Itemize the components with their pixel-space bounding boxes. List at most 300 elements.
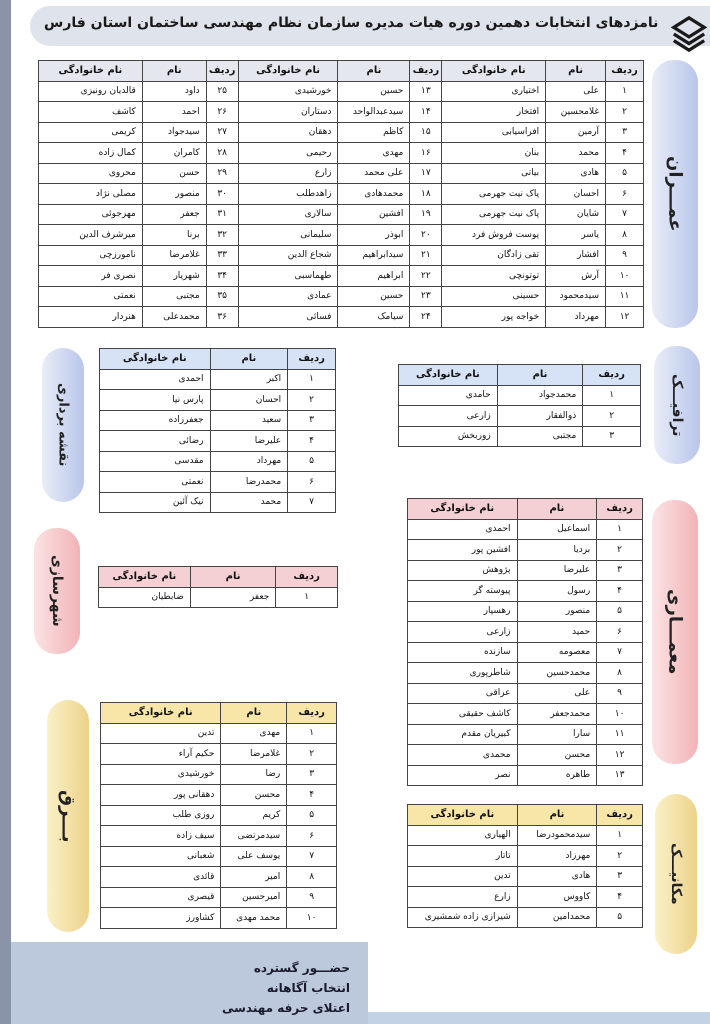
- table-row: [39, 286, 644, 307]
- footer-line-3: اعتلای حرفه مهندسی: [221, 1001, 350, 1015]
- row-number: ۳۳: [206, 245, 238, 266]
- row-number: ۱۴: [410, 102, 442, 123]
- table-row: [39, 266, 644, 287]
- table-row: [39, 122, 644, 143]
- first-name: سیامک: [338, 307, 410, 328]
- row-number: ۱: [597, 519, 643, 540]
- last-name: سیف زاده: [101, 826, 221, 847]
- first-name: شهریار: [142, 266, 206, 287]
- last-name: توتونچی: [442, 266, 546, 287]
- last-name: زارعی: [408, 622, 518, 643]
- row-number: ۲۳: [410, 286, 442, 307]
- first-name: سیدعبدالواحد: [338, 102, 410, 123]
- first-name: حسین: [338, 81, 410, 102]
- row-number: ۲: [583, 406, 641, 427]
- row-number: ۱: [288, 369, 336, 390]
- first-name: غلامحسین: [546, 102, 606, 123]
- last-name: حکیم آراء: [101, 744, 221, 765]
- table-row: [408, 887, 643, 908]
- last-name: خورشیدی: [101, 764, 221, 785]
- last-name: میرشرف الدین: [39, 225, 143, 246]
- first-name: علیرضا: [517, 560, 597, 581]
- row-number: ۵: [597, 907, 643, 928]
- first-name: جعفر: [142, 204, 206, 225]
- last-name: کشاورز: [101, 908, 221, 929]
- row-number: ۲۹: [206, 163, 238, 184]
- row-number: ۱۱: [606, 286, 644, 307]
- row-number: ۵: [597, 601, 643, 622]
- table-row: [39, 81, 644, 102]
- last-name: نیک آئین: [100, 492, 211, 513]
- first-name: برنا: [142, 225, 206, 246]
- table-row: [408, 663, 643, 684]
- last-name: کریمی: [39, 122, 143, 143]
- last-name: کاشف حقیقی: [408, 704, 518, 725]
- first-name: جعفر: [190, 587, 275, 608]
- row-number: ۵: [606, 163, 644, 184]
- first-name: شایان: [546, 204, 606, 225]
- first-name: احمد: [142, 102, 206, 123]
- first-name: محمد مهدی: [221, 908, 287, 929]
- first-name: داود: [142, 81, 206, 102]
- row-number: ۲۲: [410, 266, 442, 287]
- first-name: هادی: [546, 163, 606, 184]
- last-name: رحیمی: [238, 143, 338, 164]
- last-name: پاک نیت جهرمی: [442, 184, 546, 205]
- row-number: ۱۰: [287, 908, 337, 929]
- last-name: سلیمانی: [238, 225, 338, 246]
- first-name: مهرداد: [210, 451, 288, 472]
- first-name: احسان: [546, 184, 606, 205]
- row-number: ۴: [597, 581, 643, 602]
- row-number: ۲: [288, 390, 336, 411]
- footer-line-2: انتخاب آگاهانه: [266, 981, 350, 995]
- row-number: ۳: [597, 560, 643, 581]
- footer-slogan-box: [11, 942, 368, 1024]
- first-name: امیرحسین: [221, 887, 287, 908]
- table-row: [399, 385, 641, 406]
- col-first: نام: [546, 61, 606, 82]
- col-last: نام خانوادگی: [238, 61, 338, 82]
- table-row: [101, 826, 337, 847]
- row-number: ۳: [583, 426, 641, 447]
- table-row: [39, 245, 644, 266]
- last-name: نامورزچی: [39, 245, 143, 266]
- table-row: [408, 683, 643, 704]
- last-name: مصلی نژاد: [39, 184, 143, 205]
- first-name: کاظم: [338, 122, 410, 143]
- page-header: [30, 6, 710, 46]
- first-name: سیدمحمود: [546, 286, 606, 307]
- first-name: معصومه: [517, 642, 597, 663]
- table-row: [101, 764, 337, 785]
- row-number: ۲: [597, 846, 643, 867]
- col-last: نام خانوادگی: [39, 61, 143, 82]
- table-row: [408, 519, 643, 540]
- row-number: ۹: [606, 245, 644, 266]
- first-name: سارا: [517, 724, 597, 745]
- table-row: [408, 704, 643, 725]
- first-name: سیدابراهیم: [338, 245, 410, 266]
- first-name: رضا: [221, 764, 287, 785]
- last-name: سالاری: [238, 204, 338, 225]
- table-row: [408, 642, 643, 663]
- first-name: کاووس: [517, 887, 597, 908]
- table-row: [408, 846, 643, 867]
- col-first: نام: [142, 61, 206, 82]
- row-number: ۱۸: [410, 184, 442, 205]
- row-number: ۵: [287, 805, 337, 826]
- last-name: مهرجوئی: [39, 204, 143, 225]
- last-name: شاطرپوری: [408, 663, 518, 684]
- last-name: زارع: [408, 887, 518, 908]
- table-row: [408, 866, 643, 887]
- table-row: [408, 745, 643, 766]
- left-rail: [0, 0, 11, 1024]
- last-name: تاتار: [408, 846, 518, 867]
- first-name: محمدحسین: [517, 663, 597, 684]
- last-name: تدین: [408, 866, 518, 887]
- row-number: ۱۲: [606, 307, 644, 328]
- last-name: پیوسته گر: [408, 581, 518, 602]
- row-number: ۹: [597, 683, 643, 704]
- row-number: ۱۲: [597, 745, 643, 766]
- col-row: ردیف: [206, 61, 238, 82]
- last-name: قیصری: [101, 887, 221, 908]
- first-name: حمید: [517, 622, 597, 643]
- row-number: ۲۷: [206, 122, 238, 143]
- table-row: [101, 785, 337, 806]
- row-number: ۲۰: [410, 225, 442, 246]
- table-row: [39, 102, 644, 123]
- row-number: ۶: [288, 472, 336, 493]
- row-number: ۲۴: [410, 307, 442, 328]
- last-name: افراسیابی: [442, 122, 546, 143]
- row-number: ۴: [288, 431, 336, 452]
- first-name: منصور: [142, 184, 206, 205]
- last-name: محمدی: [408, 745, 518, 766]
- row-number: ۷: [288, 492, 336, 513]
- row-number: ۷: [597, 642, 643, 663]
- first-name: کامران: [142, 143, 206, 164]
- last-name: حسینی: [442, 286, 546, 307]
- last-name: افشین پور: [408, 540, 518, 561]
- first-name: اسماعیل: [517, 519, 597, 540]
- first-name: منصور: [517, 601, 597, 622]
- table-row: [100, 431, 336, 452]
- first-name: محسن: [221, 785, 287, 806]
- last-name: افتخار: [442, 102, 546, 123]
- row-number: ۱۹: [410, 204, 442, 225]
- row-number: ۳۰: [206, 184, 238, 205]
- row-number: ۳۱: [206, 204, 238, 225]
- section-urban-label: شهرسازی: [34, 528, 80, 654]
- first-name: یوسف علی: [221, 846, 287, 867]
- first-name: حسین: [338, 286, 410, 307]
- table-row: [99, 587, 338, 608]
- last-name: احمدی: [100, 369, 211, 390]
- last-name: خورشیدی: [238, 81, 338, 102]
- last-name: کاشف: [39, 102, 143, 123]
- last-name: شجاع الدین: [238, 245, 338, 266]
- last-name: نعمتی: [100, 472, 211, 493]
- row-number: ۵: [288, 451, 336, 472]
- row-number: ۸: [606, 225, 644, 246]
- table-row: [408, 601, 643, 622]
- last-name: فسائی: [238, 307, 338, 328]
- first-name: سیدمرتضی: [221, 826, 287, 847]
- table-row: [101, 723, 337, 744]
- last-name: بنان: [442, 143, 546, 164]
- table-row: [100, 410, 336, 431]
- last-name: الهیاری: [408, 825, 518, 846]
- last-name: شیرازی زاده شمشیری: [408, 907, 518, 928]
- first-name: محمد: [210, 492, 288, 513]
- row-number: ۳۶: [206, 307, 238, 328]
- last-name: کبیریان مقدم: [408, 724, 518, 745]
- section-survey-label: نقشه برداری: [42, 348, 84, 502]
- first-name: محمدجعفر: [517, 704, 597, 725]
- section-traffic-label: ترافیـــک: [654, 346, 700, 464]
- first-name: محسن: [517, 745, 597, 766]
- section-architecture-label: معمـــاری: [652, 500, 698, 764]
- row-number: ۳: [597, 866, 643, 887]
- last-name: شعبانی: [101, 846, 221, 867]
- row-number: ۱۶: [410, 143, 442, 164]
- row-number: ۴: [287, 785, 337, 806]
- last-name: سازنده: [408, 642, 518, 663]
- row-number: ۲۱: [410, 245, 442, 266]
- first-name: افشار: [546, 245, 606, 266]
- row-number: ۱: [583, 385, 641, 406]
- first-name: مهدی: [338, 143, 410, 164]
- table-row: [408, 581, 643, 602]
- urban-table: ردیف نام نام خانوادگی ۱ جعفر ضابطیان: [98, 566, 338, 608]
- table-row: [408, 724, 643, 745]
- table-row: [100, 492, 336, 513]
- last-name: زارع: [238, 163, 338, 184]
- last-name: طهماسبی: [238, 266, 338, 287]
- last-name: پوست فروش فرد: [442, 225, 546, 246]
- last-name: بیاتی: [442, 163, 546, 184]
- row-number: ۳۵: [206, 286, 238, 307]
- first-name: افشین: [338, 204, 410, 225]
- last-name: زوربخش: [399, 426, 498, 447]
- first-name: کریم: [221, 805, 287, 826]
- table-row: [100, 390, 336, 411]
- table-row: [101, 908, 337, 929]
- last-name: مقدسی: [100, 451, 211, 472]
- row-number: ۲: [287, 744, 337, 765]
- table-row: [100, 451, 336, 472]
- footer-line-1: حضـــور گسترده: [253, 961, 350, 975]
- row-number: ۲: [606, 102, 644, 123]
- first-name: رسول: [517, 581, 597, 602]
- last-name: عمادی: [238, 286, 338, 307]
- last-name: نصری فر: [39, 266, 143, 287]
- row-number: ۱: [606, 81, 644, 102]
- first-name: آرش: [546, 266, 606, 287]
- table-row: [101, 867, 337, 888]
- table-row: [39, 163, 644, 184]
- first-name: مجتبی: [142, 286, 206, 307]
- row-number: ۱: [287, 723, 337, 744]
- table-row: [408, 540, 643, 561]
- first-name: سیدمحمودرضا: [517, 825, 597, 846]
- table-row: [101, 887, 337, 908]
- row-number: ۱: [276, 587, 338, 608]
- row-number: ۶: [287, 826, 337, 847]
- last-name: پاک نیت جهرمی: [442, 204, 546, 225]
- col-last: نام خانوادگی: [442, 61, 546, 82]
- row-number: ۴: [597, 887, 643, 908]
- first-name: علیرضا: [210, 431, 288, 452]
- last-name: زارعی: [399, 406, 498, 427]
- first-name: سعید: [210, 410, 288, 431]
- last-name: تدین: [101, 723, 221, 744]
- first-name: یاسر: [546, 225, 606, 246]
- first-name: مهرزاد: [517, 846, 597, 867]
- col-first: نام: [338, 61, 410, 82]
- row-number: ۷: [287, 846, 337, 867]
- last-name: نعمتی: [39, 286, 143, 307]
- first-name: علی: [546, 81, 606, 102]
- table-row: [399, 406, 641, 427]
- last-name: دهقانی پور: [101, 785, 221, 806]
- architecture-table: ردیف نام نام خانوادگی ۱ اسماعیل احمدی ۲ بردیا افشین پور ۳ علیرضا پژوهش ۴ رسول پیوسته گر ۵ منصور رهسپار ۶ حمید زارعی ۷ معصومه سازنده ۸ محمدحسین شاطرپوری ۹ علی عراقی ۱۰ محمدجعفر کاشف حقیقی ۱۱ سارا کبیریان مقدم ۱۲ محسن محمدی ۱۳ طاهره نصر: [407, 498, 643, 786]
- row-number: ۷: [606, 204, 644, 225]
- row-number: ۴: [606, 143, 644, 164]
- mechanical-table: ردیف نام نام خانوادگی ۱ سیدمحمودرضا الهیاری ۲ مهرزاد تاتار ۳ هادی تدین ۴ کاووس زارع ۵ محمدامین شیرازی زاده شمشیری: [407, 804, 643, 928]
- last-name: روزی طلب: [101, 805, 221, 826]
- row-number: ۱۳: [410, 81, 442, 102]
- last-name: قالدیان رونیزی: [39, 81, 143, 102]
- table-row: [39, 307, 644, 328]
- first-name: غلامرضا: [221, 744, 287, 765]
- row-number: ۲۵: [206, 81, 238, 102]
- row-number: ۱۱: [597, 724, 643, 745]
- row-number: ۸: [597, 663, 643, 684]
- table-row: [39, 204, 644, 225]
- row-number: ۳: [287, 764, 337, 785]
- table-row: [408, 765, 643, 786]
- last-name: دستاران: [238, 102, 338, 123]
- first-name: هادی: [517, 866, 597, 887]
- first-name: امیر: [221, 867, 287, 888]
- table-row: [399, 426, 641, 447]
- row-number: ۳۲: [206, 225, 238, 246]
- first-name: آرمین: [546, 122, 606, 143]
- last-name: محروی: [39, 163, 143, 184]
- last-name: رهسپار: [408, 601, 518, 622]
- first-name: مهرداد: [546, 307, 606, 328]
- first-name: محمدهادی: [338, 184, 410, 205]
- row-number: ۱۰: [606, 266, 644, 287]
- row-number: ۳: [606, 122, 644, 143]
- last-name: زاهدطلب: [238, 184, 338, 205]
- row-number: ۱۰: [597, 704, 643, 725]
- section-electrical-label: بـــرق: [47, 700, 89, 932]
- last-name: پارس نیا: [100, 390, 211, 411]
- traffic-table: ردیف نام نام خانوادگی ۱ محمدجواد حامدی ۲ ذوالفقار زارعی ۳ مجتبی زوربخش: [398, 364, 641, 447]
- table-row: [39, 184, 644, 205]
- first-name: محمدامین: [517, 907, 597, 928]
- last-name: رضائی: [100, 431, 211, 452]
- last-name: جعفرزاده: [100, 410, 211, 431]
- row-number: ۶: [597, 622, 643, 643]
- last-name: تقی زادگان: [442, 245, 546, 266]
- first-name: سیدجواد: [142, 122, 206, 143]
- table-row: [101, 846, 337, 867]
- first-name: ابراهیم: [338, 266, 410, 287]
- row-number: ۲: [597, 540, 643, 561]
- last-name: ضابطیان: [99, 587, 191, 608]
- table-row: [408, 622, 643, 643]
- first-name: ذوالفقار: [497, 406, 583, 427]
- survey-table: ردیف نام نام خانوادگی ۱ اکبر احمدی ۲ احسان پارس نیا ۳ سعید جعفرزاده ۴ علیرضا رضائی ۵ مهرداد مقدسی ۶ محمدرضا نعمتی ۷ محمد نیک آئین: [99, 348, 336, 513]
- last-name: هنردار: [39, 307, 143, 328]
- first-name: محمدعلی: [142, 307, 206, 328]
- first-name: مهدی: [221, 723, 287, 744]
- table-row: [39, 225, 644, 246]
- last-name: عراقی: [408, 683, 518, 704]
- first-name: علی محمد: [338, 163, 410, 184]
- first-name: مجتبی: [497, 426, 583, 447]
- last-name: کمال زاده: [39, 143, 143, 164]
- table-row: [408, 907, 643, 928]
- table-row: [408, 825, 643, 846]
- row-number: ۱: [597, 825, 643, 846]
- first-name: محمد: [546, 143, 606, 164]
- electrical-table: ردیف نام نام خانوادگی ۱ مهدی تدین ۲ غلامرضا حکیم آراء ۳ رضا خورشیدی ۴ محسن دهقانی پور ۵ کریم روزی طلب ۶ سیدمرتضی سیف زاده ۷ یوسف علی شعبانی ۸ امیر قائدی ۹ امیرحسین قیصری ۱۰ محمد مهدی کشاورز: [100, 702, 337, 929]
- last-name: اختیاری: [442, 81, 546, 102]
- col-row: ردیف: [606, 61, 644, 82]
- table-row: [408, 560, 643, 581]
- row-number: ۱۵: [410, 122, 442, 143]
- row-number: ۸: [287, 867, 337, 888]
- first-name: احسان: [210, 390, 288, 411]
- row-number: ۳۴: [206, 266, 238, 287]
- first-name: علی: [517, 683, 597, 704]
- row-number: ۳: [288, 410, 336, 431]
- last-name: احمدی: [408, 519, 518, 540]
- last-name: قائدی: [101, 867, 221, 888]
- col-row: ردیف: [410, 61, 442, 82]
- section-omran-label: عمـــران: [652, 60, 698, 328]
- row-number: ۱۳: [597, 765, 643, 786]
- first-name: محمدرضا: [210, 472, 288, 493]
- last-name: خواجه پور: [442, 307, 546, 328]
- first-name: بردیا: [517, 540, 597, 561]
- engineering-logo-icon: [670, 15, 708, 53]
- omran-table: [38, 60, 644, 328]
- row-number: ۹: [287, 887, 337, 908]
- table-row: [101, 744, 337, 765]
- table-row: [39, 143, 644, 164]
- first-name: محمدجواد: [497, 385, 583, 406]
- last-name: پژوهش: [408, 560, 518, 581]
- row-number: ۲۶: [206, 102, 238, 123]
- first-name: غلامرضا: [142, 245, 206, 266]
- table-row: [100, 369, 336, 390]
- last-name: نصر: [408, 765, 518, 786]
- row-number: ۱۷: [410, 163, 442, 184]
- footer-bar: [368, 1012, 710, 1024]
- row-number: ۲۸: [206, 143, 238, 164]
- table-row: [101, 805, 337, 826]
- first-name: حسن: [142, 163, 206, 184]
- table-row: [100, 472, 336, 493]
